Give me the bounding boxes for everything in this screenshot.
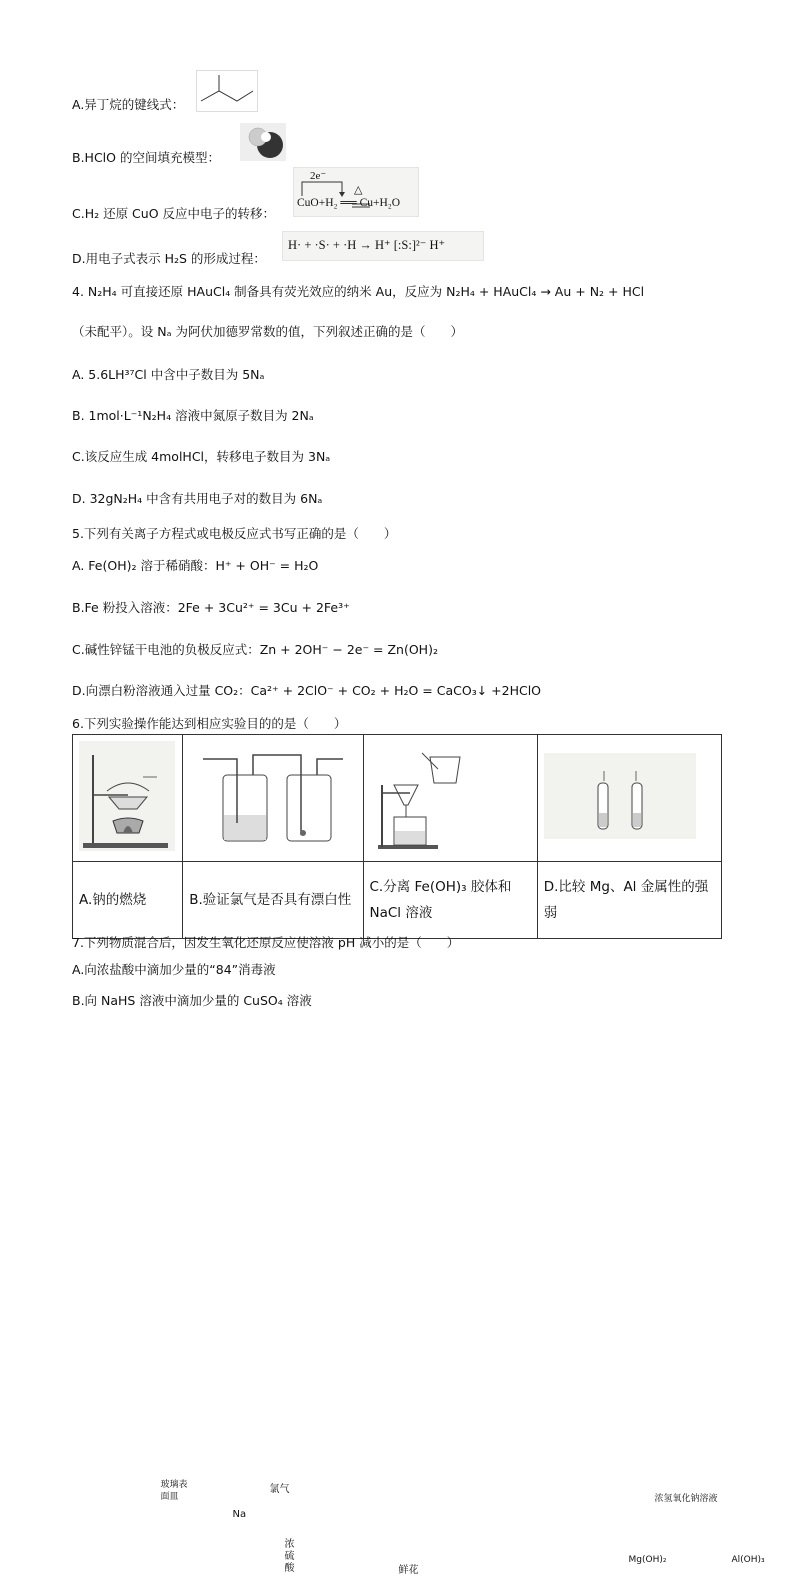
q3-option-b: B.HClO 的空间填充模型： (72, 150, 220, 165)
q4-stem-line2: （未配平）。设 Nₐ 为阿伏加德罗常数的值，下列叙述正确的是（ ） (72, 324, 463, 339)
q5-stem: 5.下列有关离子方程式或电极反应式书写正确的是（ ） (72, 526, 397, 541)
mg-hydroxide-label: Mg(OH)₂ (628, 1554, 667, 1565)
chlorine-gas-label: 氯气 (269, 1483, 290, 1495)
q4-option-a: A. 5.6LH³⁷Cl 中含中子数目为 5Nₐ (72, 367, 265, 382)
q6-option-c-label: C.分离 Fe(OH)₃ 胶体和 NaCl 溶液 (363, 862, 537, 939)
q5-option-b: B.Fe 粉投入溶液：2Fe + 3Cu²⁺ = 3Cu + 2Fe³⁺ (72, 600, 350, 615)
q7-option-a: A.向浓盐酸中滴加少量的“84”消毒液 (72, 962, 276, 977)
q3-option-a: A.异丁烷的键线式： (72, 97, 185, 112)
q7-stem: 7.下列物质混合后，因发生氧化还原反应使溶液 pH 减小的是（ ） (72, 935, 460, 950)
heating-symbol: △ (354, 184, 363, 196)
q6-stem: 6.下列实验操作能达到相应实验目的的是（ ） (72, 716, 347, 731)
q4-option-d: D. 32gN₂H₄ 中含有共用电子对的数目为 6Nₐ (72, 491, 323, 506)
al-hydroxide-label: Al(OH)₃ (731, 1554, 765, 1565)
colloid-separation-figure (364, 735, 536, 857)
q5-option-a: A. Fe(OH)₂ 溶于稀硝酸：H⁺ + OH⁻ = H₂O (72, 558, 319, 573)
conc-sulfuric-label-1: 浓 (284, 1538, 295, 1550)
q7-option-b: B.向 NaHS 溶液中滴加少量的 CuSO₄ 溶液 (72, 993, 312, 1008)
electron-formula-h2s (282, 231, 484, 261)
watch-glass-label-2: 面皿 (160, 1491, 179, 1502)
h2s-formation-formula: H· + ·S· + ·H → H⁺ [:S:]²⁻ H⁺ (288, 238, 446, 252)
isobutane-skeletal-image (196, 70, 258, 112)
q6-option-d-label: D.比较 Mg、Al 金属性的强弱 (537, 862, 721, 939)
chlorine-bleaching-figure (183, 735, 361, 857)
figure-c-cell (363, 735, 537, 862)
q5-option-c: C.碱性锌锰干电池的负极反应式：Zn + 2OH⁻ − 2e⁻ = Zn(OH)₂ (72, 642, 438, 657)
q4-stem-line1: 4. N₂H₄ 可直接还原 HAuCl₄ 制备具有荧光效应的纳米 Au，反应为 N₂H₄ + HAuCl₄ → Au + N₂ + HCl (72, 284, 645, 299)
electron-transfer-diagram (293, 167, 419, 217)
q3-option-d: D.用电子式表示 H₂S 的形成过程： (72, 251, 266, 266)
watch-glass-label-1: 玻璃表 (160, 1479, 188, 1490)
naoh-solution-label: 浓氢氧化钠溶液 (654, 1493, 718, 1504)
q6-option-a-label: A.钠的燃烧 (73, 862, 183, 939)
hclo-space-filling-model (240, 123, 286, 161)
sodium-label: Na (232, 1508, 247, 1520)
sodium-combustion-figure (73, 735, 181, 857)
conc-sulfuric-label-3: 酸 (284, 1562, 295, 1574)
metallicity-comparison-figure (538, 735, 720, 857)
electron-count-label: 2e⁻ (310, 170, 327, 182)
q4-option-c: C.该反应生成 4molHCl，转移电子数目为 3Nₐ (72, 449, 331, 464)
q6-option-b-label: B.验证氯气是否具有漂白性 (183, 862, 363, 939)
conc-sulfuric-label-2: 硫 (284, 1550, 295, 1562)
fresh-flower-label: 鲜花 (398, 1564, 419, 1576)
reaction-equation: CuO+H₂ ══ Cu+H₂O (297, 197, 401, 209)
q4-option-b: B. 1mol·L⁻¹N₂H₄ 溶液中氮原子数目为 2Nₐ (72, 408, 314, 423)
q3-option-c: C.H₂ 还原 CuO 反应中电子的转移： (72, 206, 276, 221)
q5-option-d: D.向漂白粉溶液通入过量 CO₂：Ca²⁺ + 2ClO⁻ + CO₂ + H₂O = CaCO₃↓ +2HClO (72, 683, 542, 698)
